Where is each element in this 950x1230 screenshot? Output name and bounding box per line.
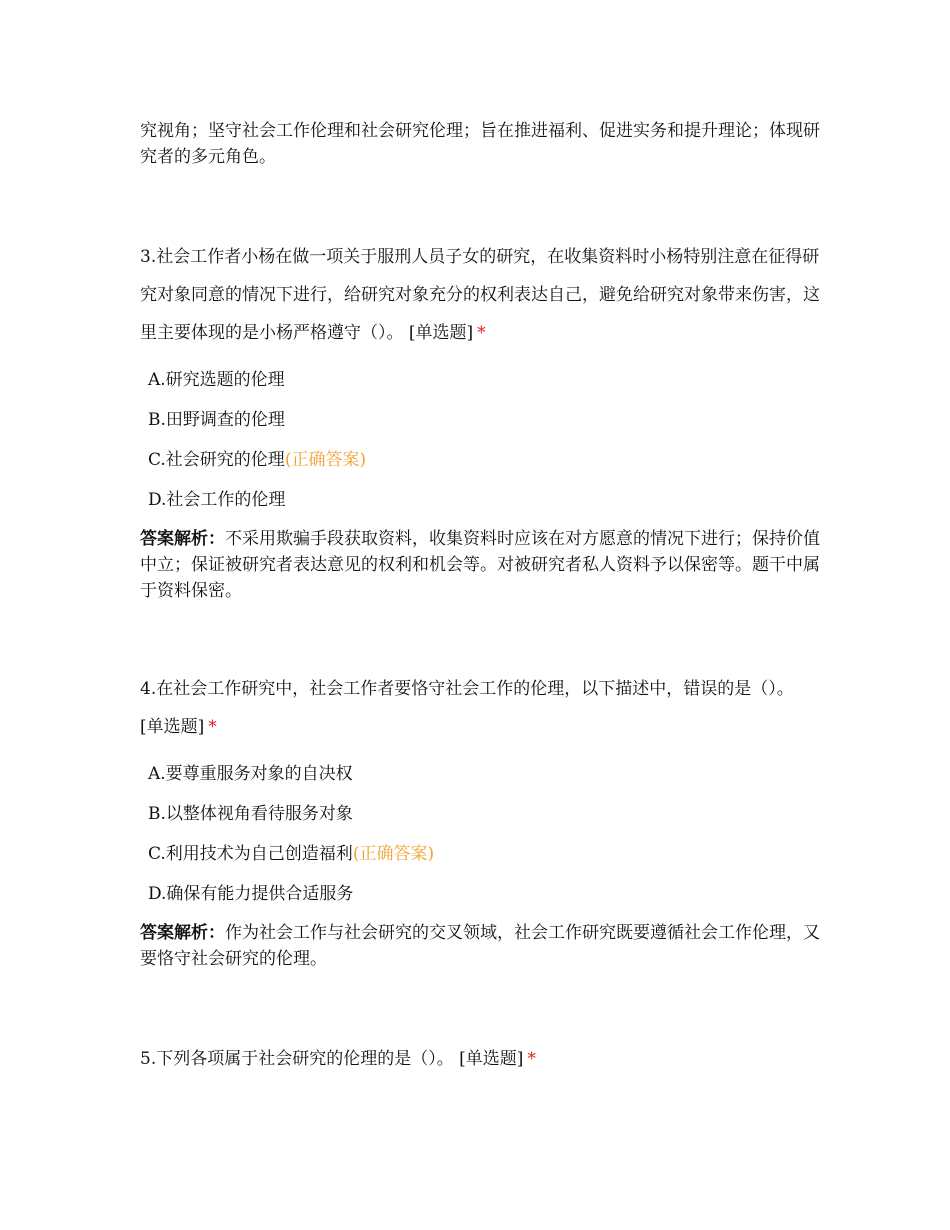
previous-analysis-continuation [140,118,820,170]
analysis-text: 作为社会工作与社会研究的交叉领域，社会工作研究既要遵循社会工作伦理，又要恪守社会研究的伦理。 [140,923,820,969]
analysis-label: 答案解析： [140,529,225,549]
question-3-type: [单选题] [408,323,474,343]
question-4-option-c[interactable] [148,834,808,874]
question-3-option-d[interactable] [148,480,808,520]
question-4-text: 4.在社会工作研究中，社会工作者要恪守社会工作的伦理，以下描述中，错误的是（）。 [140,679,794,699]
question-3-options [148,360,808,520]
question-5-stem [140,1040,820,1078]
question-4-analysis [140,920,820,972]
question-3-text: 3.社会工作者小杨在做一项关于服刑人员子女的研究，在收集资料时小杨特别注意在征得研究对象同意的情况下进行，给研究对象充分的权利表达自己，避免给研究对象带来伤害，这里主要体现的是小杨严格遵守（）。 [140,247,820,343]
option-label: D.确保有能力提供合适服务 [148,884,354,904]
question-4-option-a[interactable] [148,754,808,794]
question-4-stem [140,670,820,746]
continuation-text: 究视角；坚守社会工作伦理和社会研究伦理；旨在推进福利、促进实务和提升理论；体现研究者的多元角色。 [140,121,820,167]
question-3-stem [140,238,820,352]
correct-answer-mark: (正确答案) [284,450,367,470]
question-4-option-b[interactable] [148,794,808,834]
question-4-option-d[interactable] [148,874,808,914]
required-mark: * [527,1049,536,1069]
option-label: B.田野调查的伦理 [148,410,285,430]
question-4-type: [单选题] [140,717,205,737]
question-3-analysis [140,526,820,604]
option-label: C.社会研究的伦理 [148,450,285,470]
question-3-option-a[interactable] [148,360,808,400]
required-mark: * [208,717,217,737]
required-mark: * [477,323,486,343]
option-label: A.要尊重服务对象的自决权 [148,764,353,784]
question-3-option-c[interactable] [148,440,808,480]
analysis-text: 不采用欺骗手段获取资料，收集资料时应该在对方愿意的情况下进行；保持价值中立；保证被研究者表达意见的权利和机会等。对被研究者私人资料予以保密等。题干中属于资料保密。 [140,529,820,601]
option-label: D.社会工作的伦理 [148,490,286,510]
question-3-option-b[interactable] [148,400,808,440]
option-label: C.利用技术为自己创造福利 [148,844,353,864]
option-label: A.研究选题的伦理 [148,370,285,390]
correct-answer-mark: (正确答案) [352,844,435,864]
question-5-text: 5.下列各项属于社会研究的伦理的是（）。 [140,1049,454,1069]
question-4-options [148,754,808,914]
question-5-type: [单选题] [459,1049,524,1069]
option-label: B.以整体视角看待服务对象 [148,804,353,824]
analysis-label: 答案解析： [140,923,225,943]
